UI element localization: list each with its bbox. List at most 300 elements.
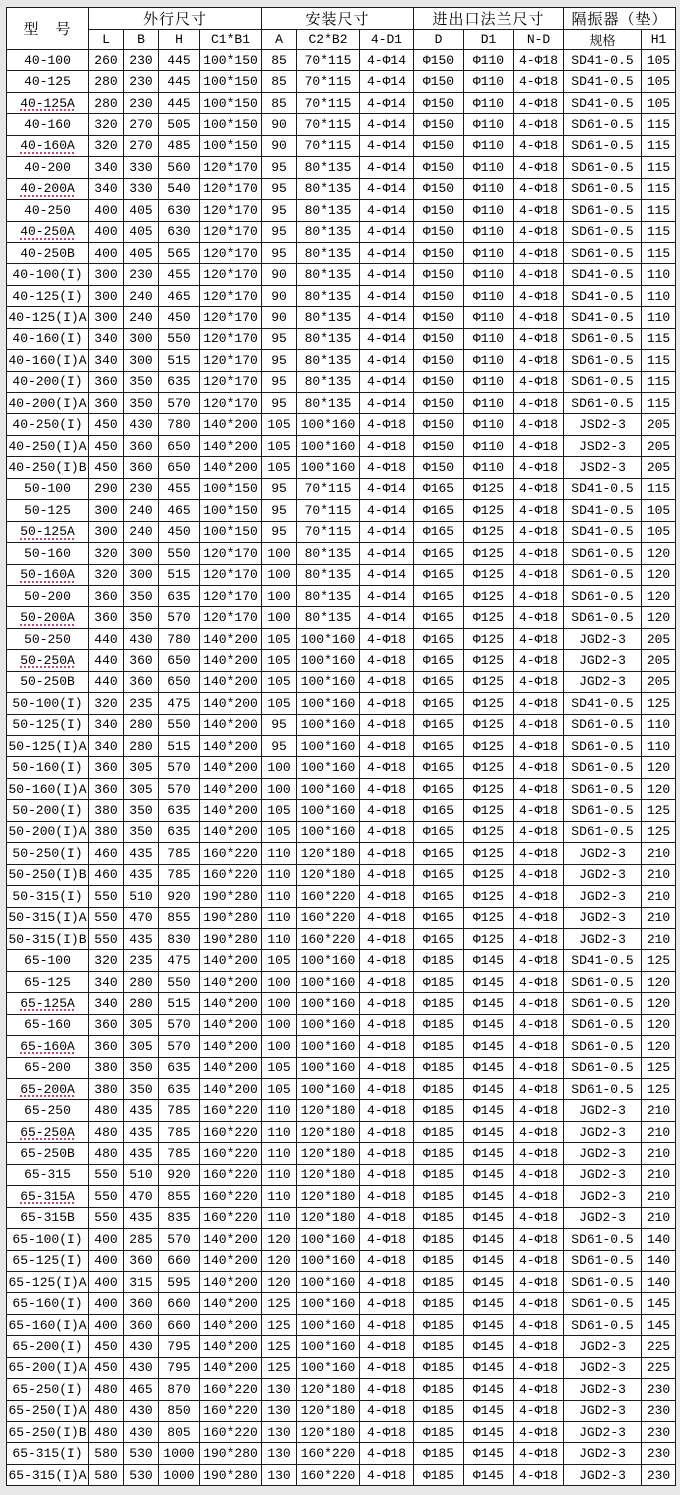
cell: JGD2-3: [564, 1400, 642, 1421]
cell: 350: [124, 371, 159, 392]
cell: Φ145: [464, 1293, 514, 1314]
cell: 140*200: [200, 1271, 262, 1292]
cell: 115: [642, 371, 676, 392]
cell: Φ145: [464, 1164, 514, 1185]
cell: JGD2-3: [564, 1464, 642, 1485]
cell: 230: [642, 1443, 676, 1464]
cell: Φ185: [414, 1121, 464, 1142]
cell: JGD2-3: [564, 1164, 642, 1185]
model-cell: [7, 1207, 89, 1228]
cell: Φ110: [464, 371, 514, 392]
cell: 4-Φ18: [514, 221, 564, 242]
model-cell: [7, 886, 89, 907]
column-header-c2-b2: C2*B2: [297, 30, 360, 50]
table-row: [7, 1464, 676, 1485]
cell: 4-Φ18: [360, 435, 414, 456]
cell: 100*160: [297, 971, 360, 992]
cell: Φ150: [414, 307, 464, 328]
cell: 230: [642, 1379, 676, 1400]
cell: 550: [89, 1186, 124, 1207]
cell: 160*220: [200, 864, 262, 885]
cell: 315: [124, 1271, 159, 1292]
cell: 440: [89, 650, 124, 671]
cell: 4-Φ18: [514, 821, 564, 842]
cell: 405: [124, 221, 159, 242]
cell: 105: [262, 800, 297, 821]
column-header-a: A: [262, 30, 297, 50]
cell: 125: [262, 1314, 297, 1335]
cell: 70*115: [297, 92, 360, 113]
cell: 100*160: [297, 1057, 360, 1078]
cell: 630: [159, 221, 200, 242]
cell: Φ150: [414, 393, 464, 414]
cell: Φ185: [414, 1229, 464, 1250]
cell: 95: [262, 371, 297, 392]
cell: 4-Φ18: [514, 1036, 564, 1057]
cell: 380: [89, 1079, 124, 1100]
model-cell: [7, 1186, 89, 1207]
cell: 100*150: [200, 500, 262, 521]
table-row: [7, 1250, 676, 1271]
cell: 140*200: [200, 1336, 262, 1357]
cell: Φ145: [464, 1079, 514, 1100]
table-row: [7, 778, 676, 799]
cell: 205: [642, 671, 676, 692]
table-row: [7, 135, 676, 156]
cell: 140*200: [200, 693, 262, 714]
cell: SD61-0.5: [564, 1057, 642, 1078]
cell: Φ110: [464, 264, 514, 285]
column-header-c1-b1: C1*B1: [200, 30, 262, 50]
cell: SD61-0.5: [564, 1036, 642, 1057]
cell: 4-Φ18: [360, 778, 414, 799]
model-label: 65-200(I): [12, 1338, 83, 1354]
cell: 210: [642, 1121, 676, 1142]
cell: 435: [124, 928, 159, 949]
cell: 140*200: [200, 800, 262, 821]
cell: 90: [262, 285, 297, 306]
cell: 4-Φ18: [360, 736, 414, 757]
cell: Φ165: [414, 543, 464, 564]
model-cell: [7, 350, 89, 371]
cell: 4-Φ18: [514, 1121, 564, 1142]
cell: Φ165: [414, 843, 464, 864]
cell: Φ125: [464, 521, 514, 542]
model-cell: [7, 1379, 89, 1400]
cell: SD61-0.5: [564, 1314, 642, 1335]
cell: 4-Φ18: [360, 1207, 414, 1228]
table-row: [7, 114, 676, 135]
cell: 450: [159, 521, 200, 542]
cell: 4-Φ18: [360, 1336, 414, 1357]
cell: 4-Φ18: [514, 1186, 564, 1207]
model-label: 40-250(I)A: [8, 438, 87, 454]
cell: 580: [89, 1464, 124, 1485]
cell: 4-Φ18: [360, 650, 414, 671]
cell: Φ125: [464, 907, 514, 928]
cell: 795: [159, 1357, 200, 1378]
cell: 4-Φ18: [514, 435, 564, 456]
cell: 160*220: [297, 1464, 360, 1485]
cell: Φ110: [464, 285, 514, 306]
cell: 4-Φ14: [360, 478, 414, 499]
model-cell: [7, 736, 89, 757]
cell: SD61-0.5: [564, 1293, 642, 1314]
cell: Φ145: [464, 1014, 514, 1035]
cell: 4-Φ18: [360, 1057, 414, 1078]
cell: 595: [159, 1271, 200, 1292]
cell: 100*160: [297, 414, 360, 435]
cell: 785: [159, 843, 200, 864]
cell: 110: [642, 714, 676, 735]
header-group-row: [7, 8, 676, 30]
cell: 4-Φ18: [360, 1100, 414, 1121]
cell: SD61-0.5: [564, 736, 642, 757]
cell: 100*160: [297, 671, 360, 692]
cell: 805: [159, 1422, 200, 1443]
cell: 120: [262, 1250, 297, 1271]
cell: Φ125: [464, 843, 514, 864]
model-cell: [7, 135, 89, 156]
cell: 210: [642, 1143, 676, 1164]
model-label: 50-160(I): [12, 760, 83, 776]
cell: 465: [124, 1379, 159, 1400]
cell: 435: [124, 843, 159, 864]
cell: Φ150: [414, 71, 464, 92]
cell: 4-Φ18: [360, 693, 414, 714]
cell: 115: [642, 200, 676, 221]
cell: 125: [642, 800, 676, 821]
cell: 785: [159, 1143, 200, 1164]
cell: Φ165: [414, 907, 464, 928]
cell: 100: [262, 1014, 297, 1035]
cell: 140: [642, 1250, 676, 1271]
model-label: 50-315(I)A: [8, 910, 87, 926]
cell: 4-Φ18: [514, 1314, 564, 1335]
table-row: [7, 1036, 676, 1057]
table-row: [7, 414, 676, 435]
table-row: [7, 1336, 676, 1357]
cell: Φ185: [414, 993, 464, 1014]
model-cell: [7, 1464, 89, 1485]
cell: Φ185: [414, 1357, 464, 1378]
cell: Φ145: [464, 1422, 514, 1443]
cell: 4-Φ18: [514, 714, 564, 735]
cell: SD61-0.5: [564, 371, 642, 392]
cell: 320: [89, 135, 124, 156]
cell: SD61-0.5: [564, 971, 642, 992]
cell: Φ145: [464, 1143, 514, 1164]
cell: Φ185: [414, 1250, 464, 1271]
cell: SD61-0.5: [564, 114, 642, 135]
cell: Φ185: [414, 1400, 464, 1421]
cell: 650: [159, 457, 200, 478]
cell: Φ165: [414, 671, 464, 692]
table-row: [7, 1443, 676, 1464]
cell: 4-Φ18: [360, 671, 414, 692]
cell: 100*160: [297, 1036, 360, 1057]
table-row: [7, 628, 676, 649]
cell: 90: [262, 114, 297, 135]
cell: 1000: [159, 1443, 200, 1464]
cell: 100*160: [297, 693, 360, 714]
cell: 635: [159, 1079, 200, 1100]
model-cell: [7, 1057, 89, 1078]
cell: 4-Φ18: [360, 1464, 414, 1485]
table-row: [7, 92, 676, 113]
cell: 145: [642, 1314, 676, 1335]
model-cell: [7, 1422, 89, 1443]
cell: 230: [124, 264, 159, 285]
cell: 360: [124, 671, 159, 692]
cell: 70*115: [297, 71, 360, 92]
model-cell: [7, 1336, 89, 1357]
cell: 4-Φ18: [514, 521, 564, 542]
cell: 4-Φ18: [360, 950, 414, 971]
cell: 80*135: [297, 307, 360, 328]
cell: 105: [262, 457, 297, 478]
model-cell: [7, 1143, 89, 1164]
cell: 120*180: [297, 864, 360, 885]
cell: Φ165: [414, 821, 464, 842]
model-label: 65-250(I): [12, 1381, 83, 1397]
cell: JGD2-3: [564, 1336, 642, 1357]
cell: 205: [642, 414, 676, 435]
cell: Φ165: [414, 778, 464, 799]
cell: 4-Φ18: [360, 1079, 414, 1100]
cell: 300: [124, 543, 159, 564]
cell: Φ145: [464, 971, 514, 992]
cell: 95: [262, 350, 297, 371]
cell: 120*170: [200, 371, 262, 392]
model-cell: [7, 114, 89, 135]
cell: 80*135: [297, 242, 360, 263]
cell: 550: [89, 907, 124, 928]
cell: 450: [159, 307, 200, 328]
cell: 205: [642, 650, 676, 671]
model-label-squiggle: 40-200A: [20, 181, 75, 197]
cell: 360: [124, 1314, 159, 1335]
cell: 550: [89, 928, 124, 949]
cell: 105: [262, 1057, 297, 1078]
model-label: 65-315(I): [12, 1446, 83, 1462]
cell: 120*170: [200, 200, 262, 221]
cell: 105: [262, 671, 297, 692]
model-cell: [7, 285, 89, 306]
cell: 235: [124, 693, 159, 714]
cell: 480: [89, 1121, 124, 1142]
cell: 660: [159, 1314, 200, 1335]
cell: 115: [642, 114, 676, 135]
model-label: 65-125: [24, 974, 71, 990]
table-row: [7, 1143, 676, 1164]
cell: 635: [159, 821, 200, 842]
cell: 100*160: [297, 950, 360, 971]
cell: 210: [642, 907, 676, 928]
cell: 485: [159, 135, 200, 156]
cell: 100: [262, 585, 297, 606]
cell: 120*180: [297, 843, 360, 864]
model-cell: [7, 1036, 89, 1057]
table-row: [7, 1164, 676, 1185]
cell: 4-Φ18: [514, 1293, 564, 1314]
cell: 120*180: [297, 1143, 360, 1164]
model-label: 50-100: [24, 481, 71, 497]
cell: 660: [159, 1250, 200, 1271]
cell: 100: [262, 607, 297, 628]
cell: 125: [642, 1079, 676, 1100]
cell: 100*150: [200, 92, 262, 113]
cell: 110: [262, 1100, 297, 1121]
model-cell: [7, 50, 89, 71]
cell: JGD2-3: [564, 1422, 642, 1443]
cell: 95: [262, 714, 297, 735]
cell: 4-Φ18: [360, 971, 414, 992]
cell: 110: [262, 864, 297, 885]
model-cell: [7, 1271, 89, 1292]
model-cell: [7, 457, 89, 478]
cell: 120*170: [200, 564, 262, 585]
cell: 140*200: [200, 993, 262, 1014]
model-label: 40-125(I)A: [8, 309, 87, 325]
header-group-vibration-isolator: 隔振器（垫）: [564, 8, 676, 30]
model-label: 65-315B: [20, 1210, 75, 1226]
cell: 100: [262, 778, 297, 799]
cell: 340: [89, 350, 124, 371]
cell: 120: [642, 971, 676, 992]
model-label: 50-100(I): [12, 695, 83, 711]
cell: 4-Φ18: [514, 242, 564, 263]
cell: Φ165: [414, 564, 464, 585]
cell: 4-Φ18: [514, 736, 564, 757]
cell: JGD2-3: [564, 1207, 642, 1228]
table-row: [7, 1121, 676, 1142]
cell: 120*180: [297, 1164, 360, 1185]
table-row: [7, 1379, 676, 1400]
cell: JGD2-3: [564, 1357, 642, 1378]
column-header-l: L: [89, 30, 124, 50]
header-group-installation-dimensions: 安装尺寸: [262, 8, 414, 30]
cell: 300: [124, 328, 159, 349]
model-cell: [7, 71, 89, 92]
cell: 160*220: [200, 1121, 262, 1142]
cell: 95: [262, 478, 297, 499]
cell: 455: [159, 478, 200, 499]
cell: 4-Φ14: [360, 328, 414, 349]
cell: 4-Φ18: [514, 1207, 564, 1228]
cell: 4-Φ18: [360, 1400, 414, 1421]
table-row: [7, 907, 676, 928]
table-row: [7, 671, 676, 692]
cell: Φ125: [464, 736, 514, 757]
cell: Φ185: [414, 1079, 464, 1100]
model-cell: [7, 500, 89, 521]
cell: 450: [89, 1357, 124, 1378]
cell: 4-Φ18: [360, 928, 414, 949]
cell: SD61-0.5: [564, 242, 642, 263]
cell: 280: [124, 714, 159, 735]
cell: 80*135: [297, 285, 360, 306]
cell: Φ145: [464, 1250, 514, 1271]
cell: 70*115: [297, 521, 360, 542]
cell: 635: [159, 1057, 200, 1078]
header-model: 型 号: [7, 8, 89, 50]
cell: 4-Φ18: [360, 800, 414, 821]
model-cell: [7, 92, 89, 113]
cell: 120: [642, 993, 676, 1014]
model-cell: [7, 543, 89, 564]
cell: 300: [89, 307, 124, 328]
cell: 105: [642, 71, 676, 92]
cell: Φ185: [414, 1036, 464, 1057]
table-row: [7, 843, 676, 864]
cell: 225: [642, 1357, 676, 1378]
model-label-squiggle: 65-200A: [20, 1081, 75, 1097]
cell: Φ150: [414, 242, 464, 263]
table-row: [7, 993, 676, 1014]
model-cell: [7, 864, 89, 885]
cell: JGD2-3: [564, 671, 642, 692]
table-row: [7, 1314, 676, 1335]
cell: 115: [642, 221, 676, 242]
cell: 100*160: [297, 1314, 360, 1335]
cell: 450: [89, 414, 124, 435]
table-row: [7, 800, 676, 821]
model-cell: [7, 1314, 89, 1335]
cell: 460: [89, 864, 124, 885]
cell: JGD2-3: [564, 1186, 642, 1207]
cell: SD61-0.5: [564, 714, 642, 735]
model-cell: [7, 200, 89, 221]
cell: 4-Φ18: [514, 328, 564, 349]
cell: 80*135: [297, 543, 360, 564]
cell: 235: [124, 950, 159, 971]
cell: 4-Φ18: [514, 1014, 564, 1035]
cell: 160*220: [200, 1186, 262, 1207]
cell: 430: [124, 1357, 159, 1378]
cell: 80*135: [297, 178, 360, 199]
cell: 140*200: [200, 971, 262, 992]
cell: Φ110: [464, 135, 514, 156]
cell: Φ185: [414, 1422, 464, 1443]
cell: 95: [262, 521, 297, 542]
cell: 835: [159, 1207, 200, 1228]
column-header-d1: D1: [464, 30, 514, 50]
cell: 130: [262, 1422, 297, 1443]
cell: 80*135: [297, 264, 360, 285]
cell: 140*200: [200, 714, 262, 735]
cell: 100*150: [200, 135, 262, 156]
table-row: [7, 864, 676, 885]
cell: 140*200: [200, 1079, 262, 1100]
cell: Φ165: [414, 693, 464, 714]
cell: 4-Φ18: [360, 1314, 414, 1335]
cell: 515: [159, 736, 200, 757]
model-label: 65-125(I)A: [8, 1274, 87, 1290]
table-body: [7, 50, 676, 1486]
cell: 240: [124, 521, 159, 542]
model-label: 40-125(I): [12, 288, 83, 304]
cell: 4-Φ18: [514, 543, 564, 564]
model-cell: [7, 178, 89, 199]
cell: 90: [262, 307, 297, 328]
cell: Φ125: [464, 757, 514, 778]
model-cell: [7, 585, 89, 606]
cell: Φ165: [414, 714, 464, 735]
cell: 100: [262, 757, 297, 778]
cell: Φ150: [414, 371, 464, 392]
model-label-squiggle: 50-160A: [20, 567, 75, 583]
